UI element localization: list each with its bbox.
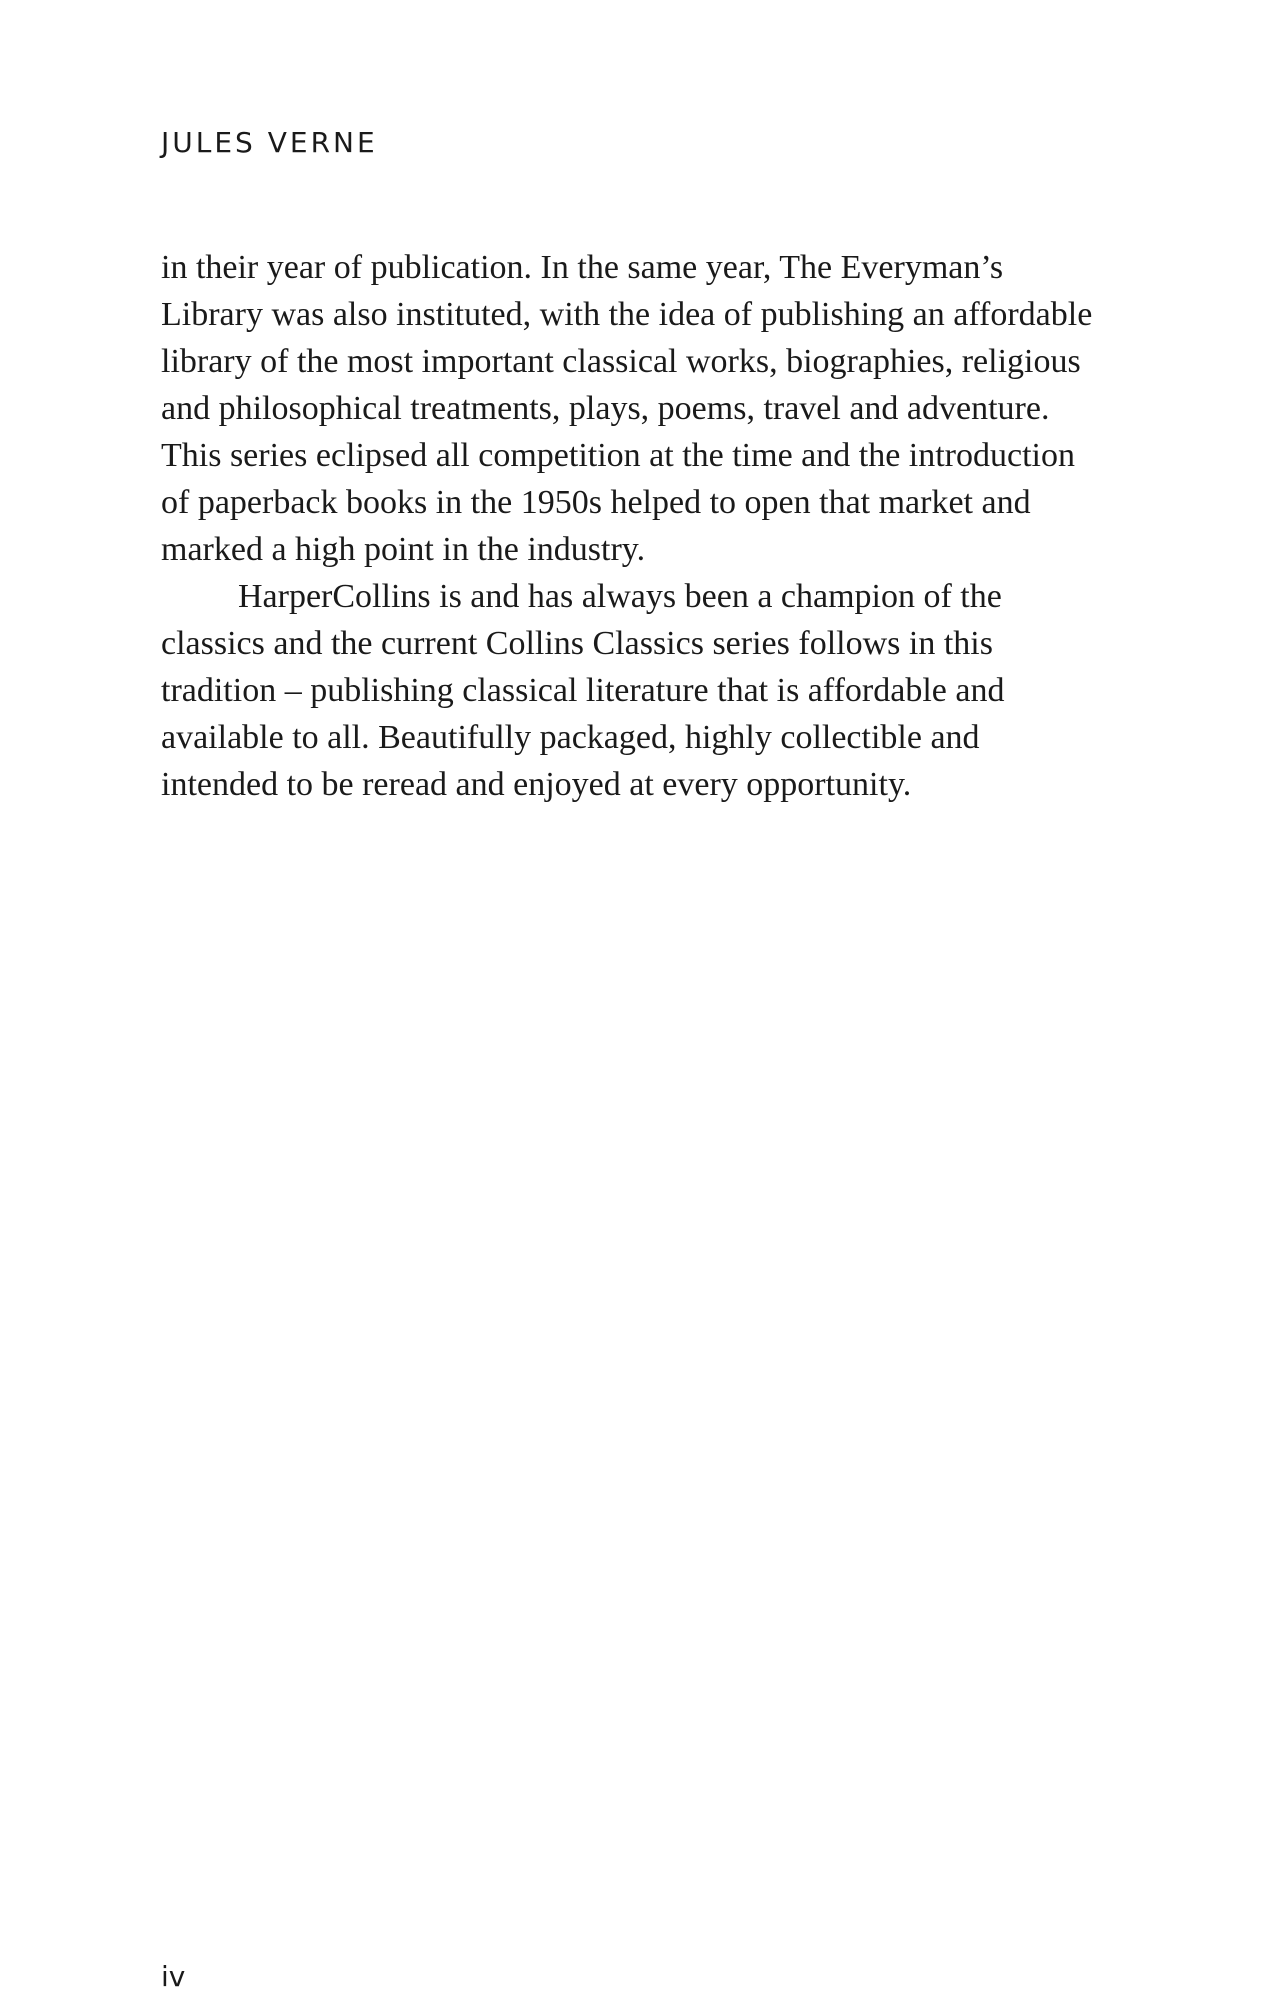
text-line: HarperCollins is and has always been a champion of the (238, 578, 1002, 615)
text-line: tradition – publishing classical literature that is affordable and (161, 672, 1005, 709)
text-line: and philosophical treatments, plays, poems, travel and adventure. (161, 390, 1050, 427)
paragraph-1 (161, 244, 1111, 573)
text-line: Library was also instituted, with the idea of publishing an affordable (161, 296, 1093, 333)
text-line: available to all. Beautifully packaged, highly collectible and (161, 719, 980, 756)
text-line: in their year of publication. In the same year, The Everyman’s (161, 249, 1004, 286)
text-line: classics and the current Collins Classics series follows in this (161, 625, 993, 662)
text-line: of paperback books in the 1950s helped to open that market and (161, 484, 1031, 521)
text-line: This series eclipsed all competition at the time and the introduction (161, 437, 1075, 474)
paragraph-2 (161, 573, 1111, 808)
running-head: JULES VERNE (161, 126, 378, 159)
page-number: iv (161, 1960, 186, 1993)
text-line: intended to be reread and enjoyed at every opportunity. (161, 766, 912, 803)
body-text (161, 244, 1111, 808)
text-line: library of the most important classical works, biographies, religious (161, 343, 1081, 380)
text-line: marked a high point in the industry. (161, 531, 646, 568)
